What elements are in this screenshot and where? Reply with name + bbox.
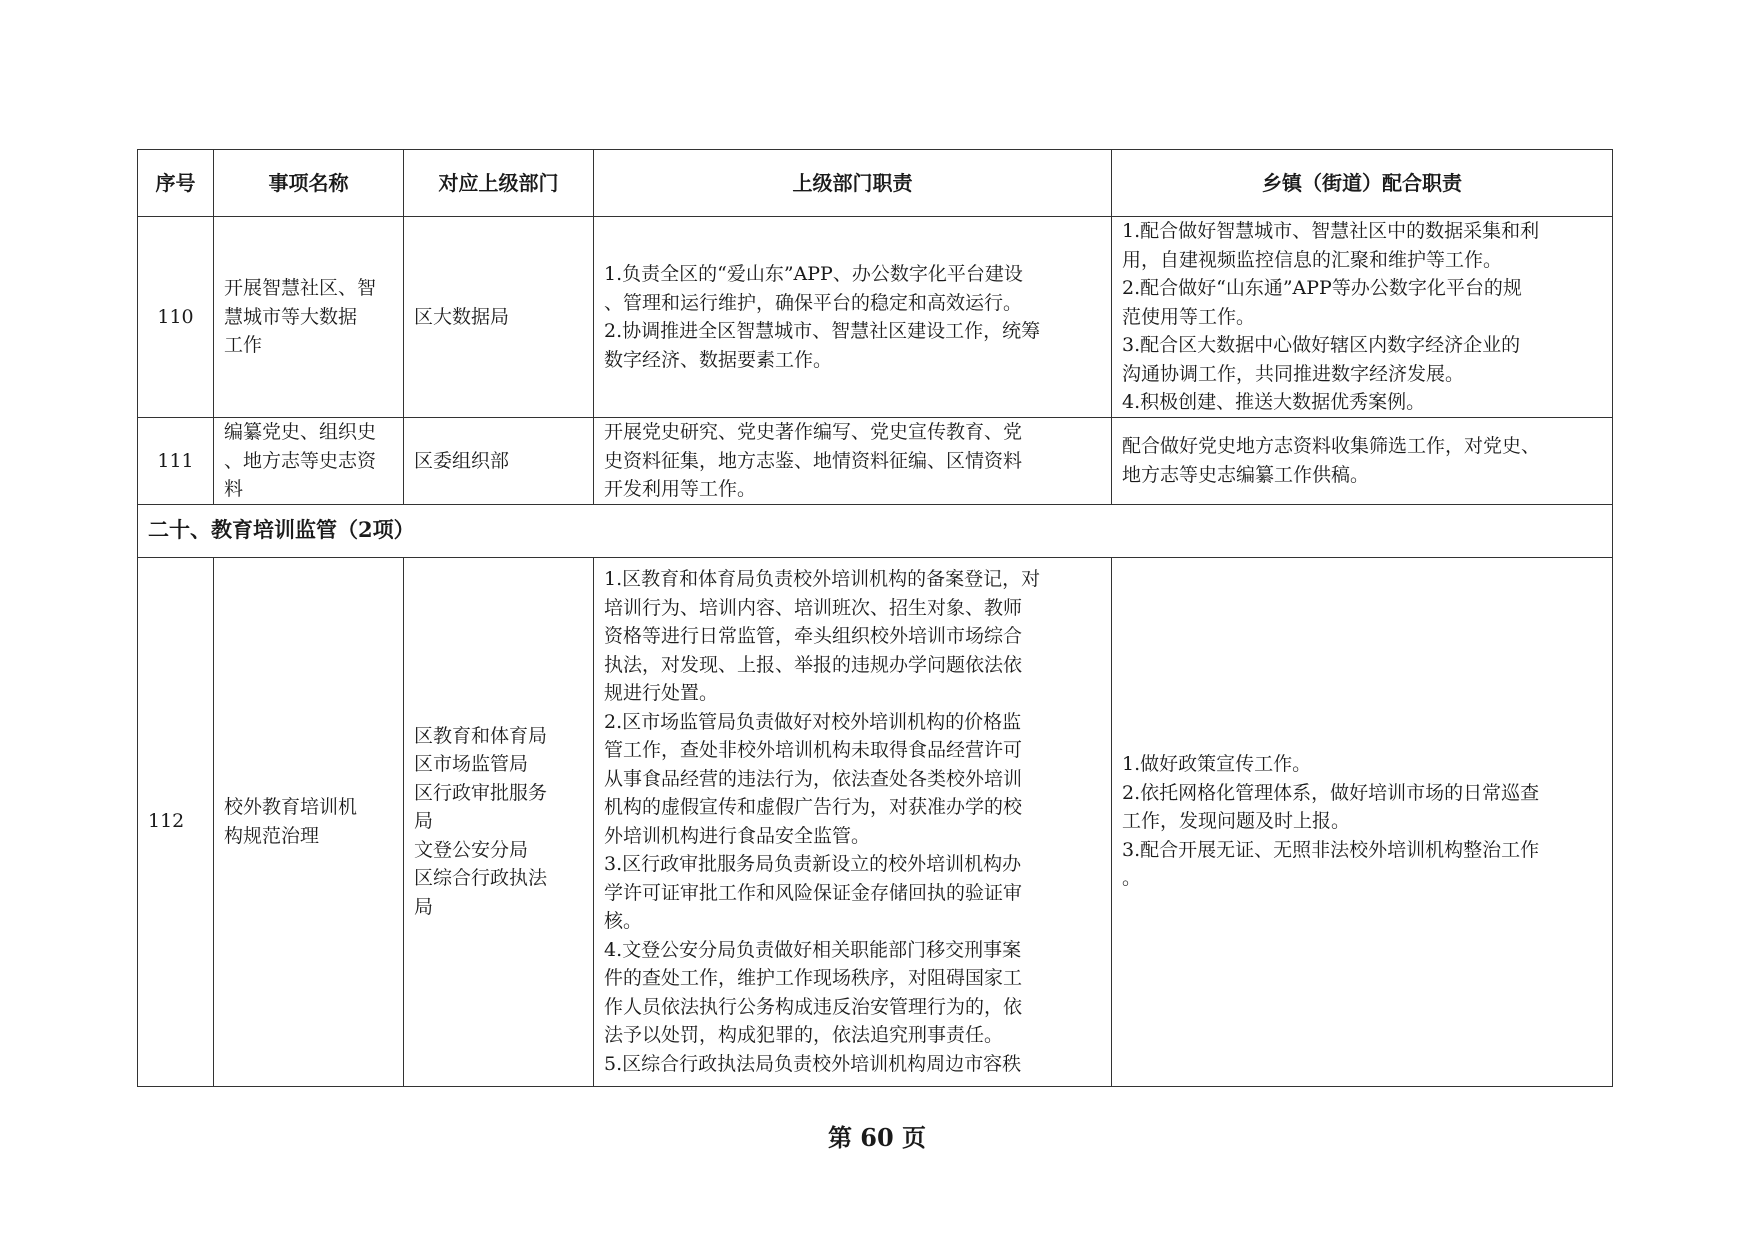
text-line: 区教育和体育局 [414,724,548,747]
text-line: 2.配合做好“山东通”APP等办公数字化平台的规 [1122,277,1522,300]
text-line: 区行政审批服务 [414,781,548,804]
page-number: 第 60 页 [827,1123,927,1152]
header-no: 序号 [138,150,214,217]
row-coop [1112,217,1613,418]
row-coop [1112,418,1613,505]
header-town-duty: 乡镇（街道）配合职责 [1112,150,1613,217]
table-row [138,418,1613,505]
text-line: 作人员依法执行公务构成违反治安管理行为的，依 [604,995,1023,1018]
text-line: 区大数据局 [414,305,510,328]
text-line: 学许可证审批工作和风险保证金存储回执的验证审 [604,881,1023,904]
text-line: 机构的虚假宣传和虚假广告行为，对获准办学的校 [604,796,1023,818]
row-dept [404,557,594,1086]
text-line: 3.配合区大数据中心做好辖区内数字经济企业的 [1122,334,1521,357]
text-line: 1.区教育和体育局负责校外培训机构的备案登记，对 [604,568,1041,590]
row-no: 112 [138,557,214,1086]
text-line: 1.配合做好智慧城市、智慧社区中的数据采集和利 [1122,220,1540,243]
text-line: 区委组织部 [414,449,510,472]
row-no: 110 [138,217,214,418]
text-line: 5.区综合行政执法局负责校外培训机构周边市容秩 [604,1052,1022,1075]
text-line: 培训行为、培训内容、培训班次、招生对象、教师 [604,596,1023,619]
row-duty [594,217,1112,418]
text-line: 慧城市等大数据 [224,305,358,328]
text-line: 文登公安分局 [414,838,529,861]
text-line: 。 [1122,867,1142,890]
text-line: 局 [414,895,434,918]
responsibility-table [137,149,1613,1087]
text-line: 配合做好党史地方志资料收集筛选工作，对党史、 [1122,435,1541,458]
table-row [138,217,1613,418]
text-line: 工作，发现问题及时上报。 [1122,810,1351,833]
row-item-name [214,418,404,505]
text-line: 管工作，查处非校外培训机构未取得食品经营许可 [604,739,1023,761]
text-line: 开展智慧社区、智 [224,277,377,300]
text-line: 开发利用等工作。 [604,478,757,500]
text-line: 用，自建视频监控信息的汇聚和维护等工作。 [1122,248,1503,271]
text-line: 史资料征集，地方志鉴、地情资料征编、区情资料 [604,449,1023,472]
text-line: 构规范治理 [224,824,320,847]
text-line: 2.依托网格化管理体系，做好培训市场的日常巡查 [1122,781,1540,804]
text-line: 范使用等工作。 [1122,305,1256,328]
section-title: 二十、教育培训监管（2项） [138,504,1613,557]
text-line: 、管理和运行维护，确保平台的稳定和高效运行。 [604,291,1023,314]
text-line: 2.协调推进全区智慧城市、智慧社区建设工作，统筹 [604,320,1041,342]
text-line: 法予以处罚，构成犯罪的，依法追究刑事责任。 [604,1024,1004,1046]
text-line: 核。 [604,910,643,932]
row-dept [404,418,594,505]
row-duty [594,418,1112,505]
text-line: 4.文登公安分局负责做好相关职能部门移交刑事案 [604,938,1022,961]
table-row [138,557,1613,1086]
header-superior-duty: 上级部门职责 [594,150,1112,217]
text-line: 校外教育培训机 [224,796,358,818]
text-line: 数字经济、数据要素工作。 [604,348,833,371]
text-line: 工作 [224,334,263,357]
text-line: 资格等进行日常监管，牵头组织校外培训市场综合 [604,625,1023,647]
text-line: 4.积极创建、推送大数据优秀案例。 [1122,391,1426,414]
header-superior-dept: 对应上级部门 [404,150,594,217]
text-line: 1.做好政策宣传工作。 [1122,753,1312,776]
text-line: 区市场监管局 [414,753,529,776]
row-coop [1112,557,1613,1086]
text-line: 区综合行政执法 [414,867,548,890]
row-no: 111 [138,418,214,505]
text-line: 编纂党史、组织史 [224,421,377,443]
row-dept [404,217,594,418]
text-line: 执法，对发现、上报、举报的违规办学问题依法依 [604,653,1023,676]
text-line: 、地方志等史志资 [224,449,377,472]
text-line: 局 [414,810,434,833]
text-line: 件的查处工作，维护工作现场秩序，对阻碍国家工 [604,967,1023,989]
section-row [138,504,1613,557]
header-item-name: 事项名称 [214,150,404,217]
text-line: 3.配合开展无证、无照非法校外培训机构整治工作 [1122,838,1540,861]
row-duty [594,557,1112,1086]
text-line: 外培训机构进行食品安全监管。 [604,824,871,847]
row-item-name [214,217,404,418]
text-line: 3.区行政审批服务局负责新设立的校外培训机构办 [604,853,1022,875]
text-line: 开展党史研究、党史著作编写、党史宣传教育、党 [604,421,1023,443]
text-line: 规进行处置。 [604,682,719,704]
text-line: 1.负责全区的“爱山东”APP、办公数字化平台建设 [604,263,1023,285]
text-line: 地方志等史志编纂工作供稿。 [1122,463,1370,486]
row-item-name [214,557,404,1086]
text-line: 从事食品经营的违法行为，依法查处各类校外培训 [604,767,1023,790]
table-header-row [138,150,1613,217]
text-line: 2.区市场监管局负责做好对校外培训机构的价格监 [604,710,1022,733]
text-line: 料 [224,478,244,500]
text-line: 沟通协调工作，共同推进数字经济发展。 [1122,362,1465,385]
